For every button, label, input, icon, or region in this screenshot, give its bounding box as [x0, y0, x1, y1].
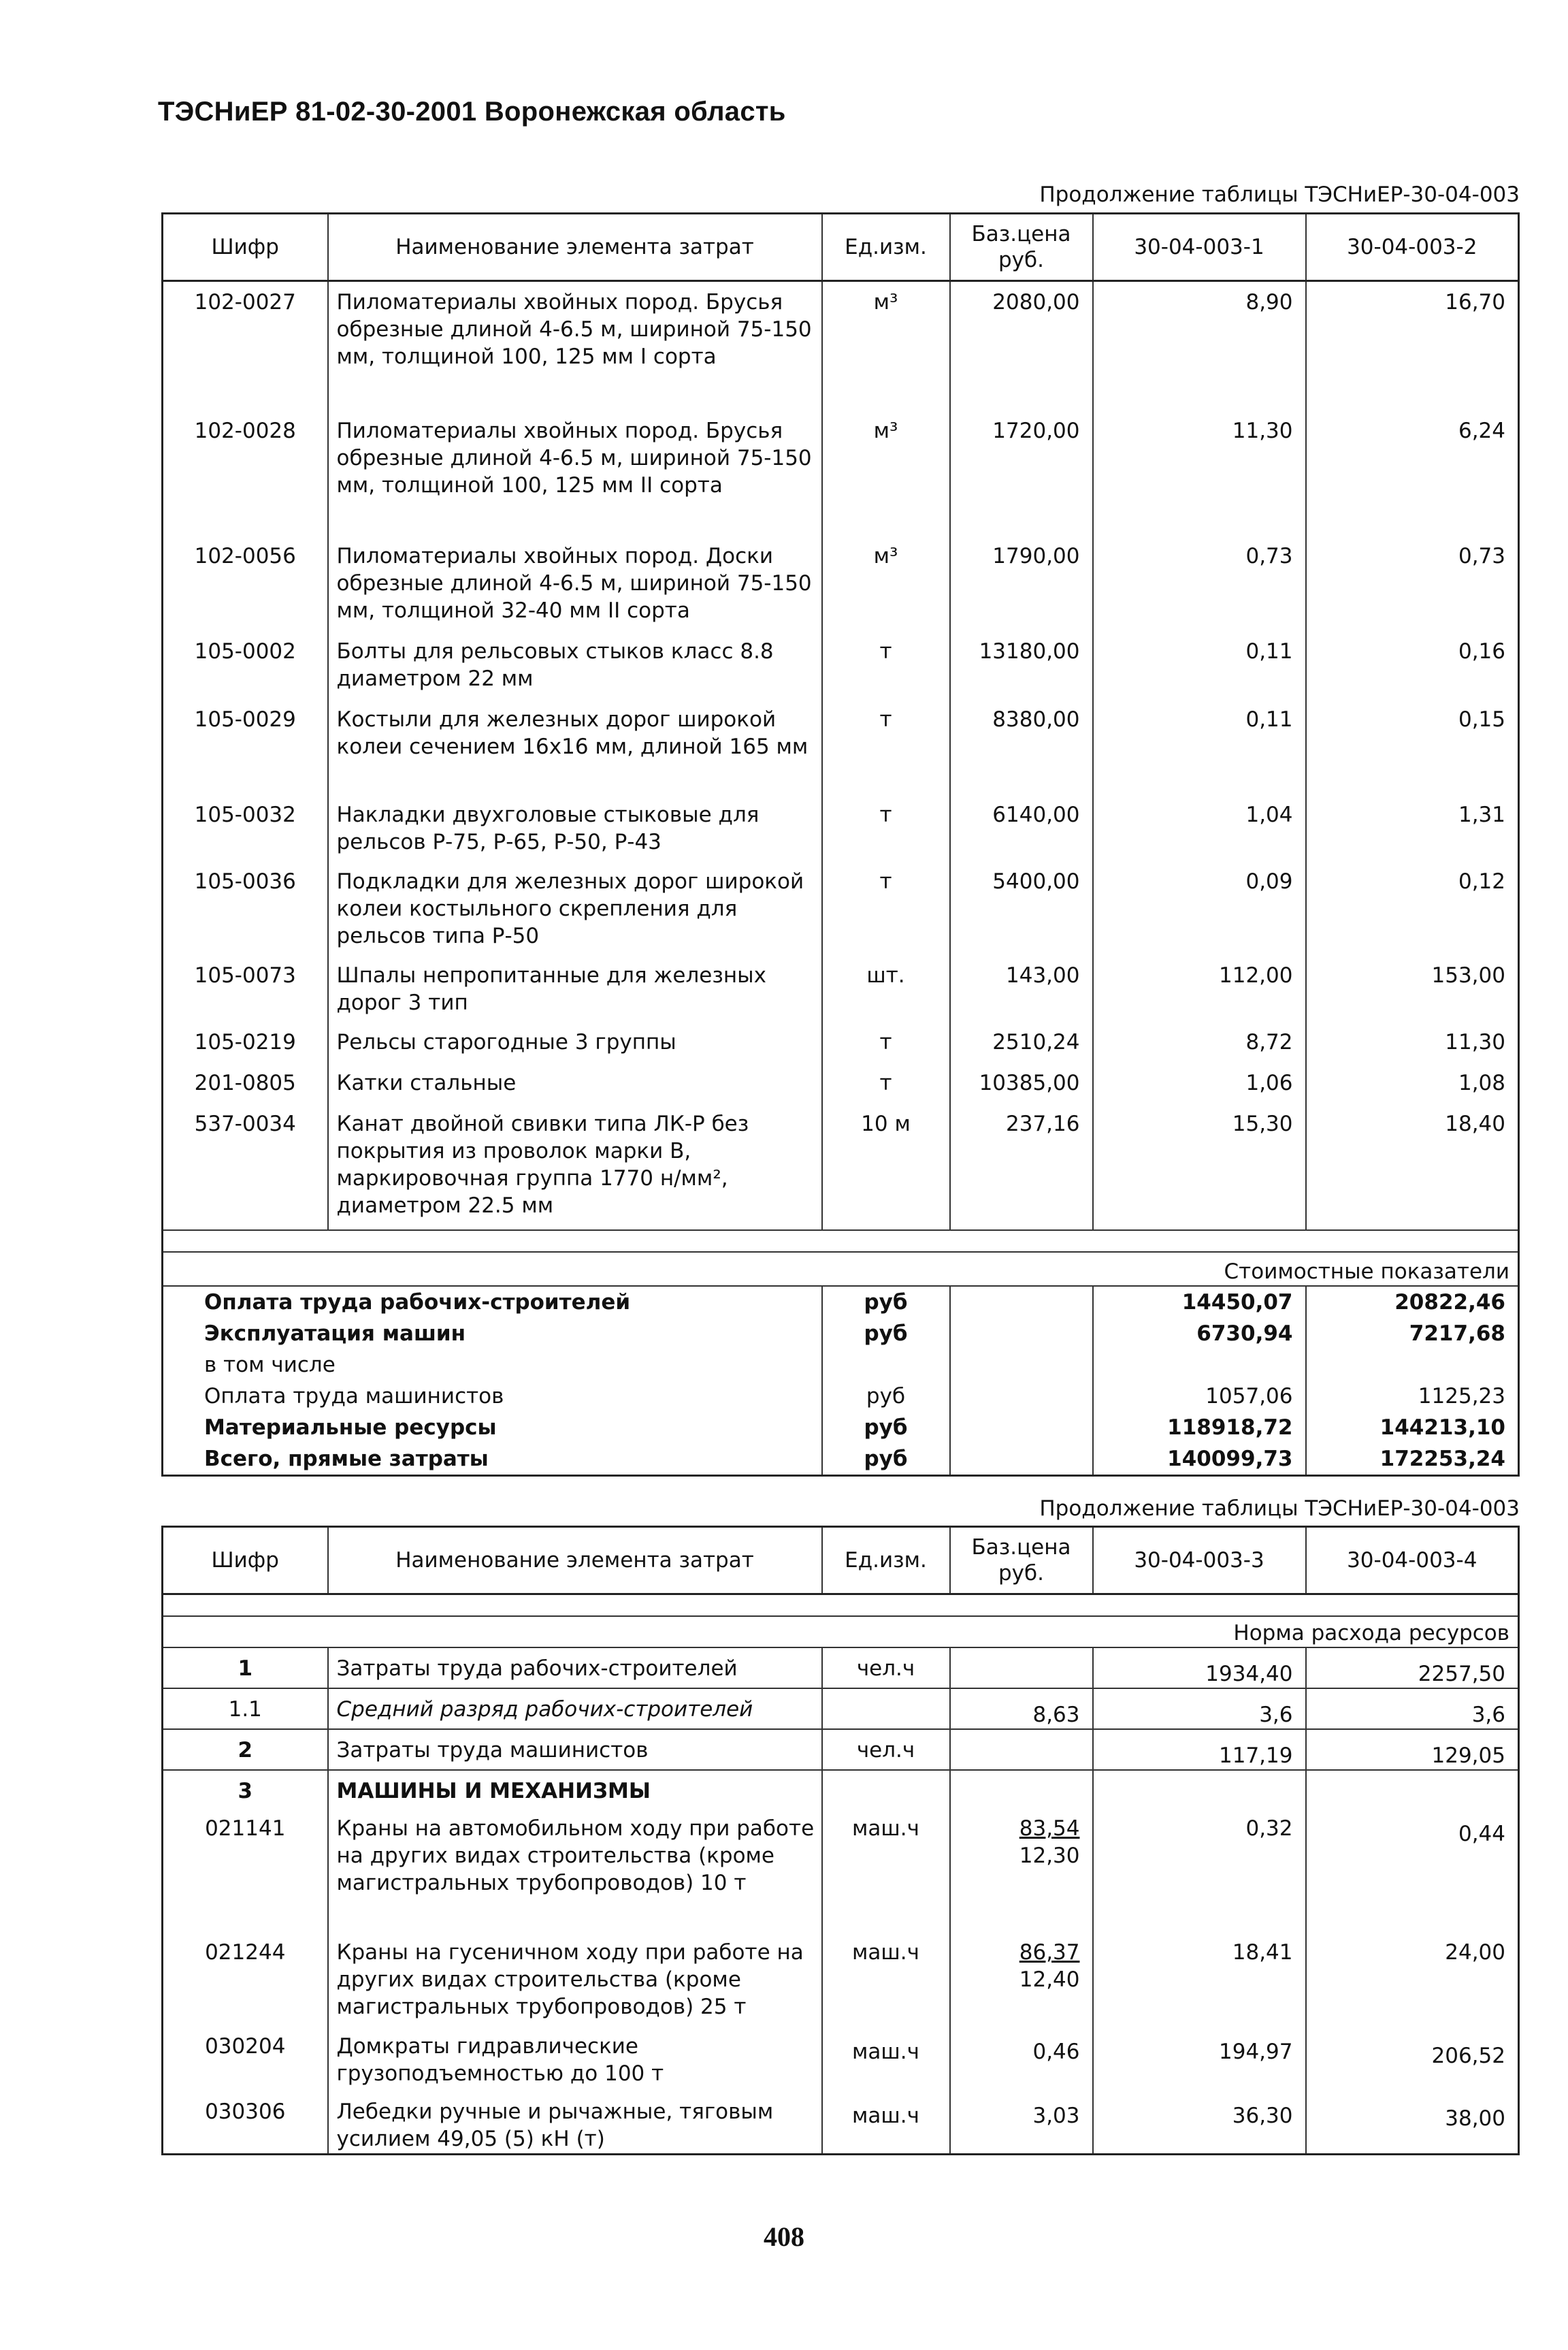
- value-cell: 24,00: [1306, 1932, 1519, 2026]
- table-row: [163, 2091, 1519, 2154]
- summary-unit: [822, 1349, 950, 1381]
- name-cell: Краны на гусеничном ходу при работе на других видах строительства (кроме магистральных трубопроводов) 25 т: [328, 1932, 822, 2026]
- table-body: [163, 1594, 1519, 2155]
- spacer-row: [163, 1594, 1519, 1617]
- empty-cell: [950, 1349, 1093, 1381]
- summary-value: 14450,07: [1093, 1286, 1306, 1318]
- unit-cell: м³: [822, 411, 950, 536]
- name-cell: Пиломатериалы хвойных пород. Брусья обрезные длиной 4-6.5 м, шириной 75-150 мм, толщиной 100, 125 мм II сорта: [328, 411, 822, 536]
- table-row: [163, 1770, 1519, 1808]
- value-cell: 0,11: [1093, 699, 1306, 794]
- code-cell: 021141: [205, 1816, 286, 1841]
- value-cell: 0,15: [1306, 699, 1519, 794]
- unit-cell: т: [822, 1022, 950, 1063]
- price-cell: 1720,00: [950, 411, 1093, 536]
- section-band-label: Стоимостные показатели: [163, 1252, 1519, 1286]
- value-cell: 129,05: [1306, 1729, 1519, 1770]
- value-cell: 153,00: [1306, 955, 1519, 1022]
- summary-value: 20822,46: [1306, 1286, 1519, 1318]
- price-cell: [950, 1808, 1093, 1932]
- summary-unit: руб: [822, 1286, 950, 1318]
- table-row: [163, 1808, 1519, 1932]
- summary-value: 144213,10: [1306, 1412, 1519, 1443]
- table-row: [163, 955, 1519, 1022]
- value-cell: 194,97: [1093, 2026, 1306, 2091]
- value-cell: 1,04: [1093, 794, 1306, 861]
- value-cell: 0,11: [1093, 631, 1306, 699]
- summary-row: [163, 1443, 1519, 1476]
- unit-cell: маш.ч: [822, 2026, 950, 2091]
- summary-row: [163, 1318, 1519, 1349]
- table-header-row: [163, 214, 1519, 281]
- unit-cell: чел.ч: [822, 1647, 950, 1688]
- table-row: [163, 1688, 1519, 1729]
- table-row: [163, 1063, 1519, 1104]
- value-cell: 1,08: [1306, 1063, 1519, 1104]
- name-cell: Катки стальные: [328, 1063, 822, 1104]
- value-cell: 3,6: [1093, 1688, 1306, 1729]
- code-cell: 105-0219: [194, 1029, 296, 1055]
- page-number: 408: [764, 2221, 804, 2252]
- summary-value: 6730,94: [1093, 1318, 1306, 1349]
- value-cell: 0,12: [1306, 861, 1519, 955]
- value-cell: 8,72: [1093, 1022, 1306, 1063]
- price-cell: 8,63: [950, 1688, 1093, 1729]
- column-header: Наименование элемента затрат: [328, 1527, 822, 1594]
- name-cell: Шпалы непропитанные для железных дорог 3 тип: [328, 955, 822, 1022]
- unit-cell: [822, 1688, 950, 1729]
- empty-cell: [950, 1412, 1093, 1443]
- empty-cell: [950, 1318, 1093, 1349]
- value-cell: 0,09: [1093, 861, 1306, 955]
- code-cell: 021244: [205, 1940, 286, 1965]
- price-cell: 10385,00: [950, 1063, 1093, 1104]
- column-header: Ед.изм.: [822, 214, 950, 281]
- name-cell: Рельсы старогодные 3 группы: [328, 1022, 822, 1063]
- code-cell: 105-0036: [194, 869, 296, 894]
- name-cell: Лебедки ручные и рычажные, тяговым усилием 49,05 (5) кН (т): [328, 2091, 822, 2154]
- value-cell: 18,40: [1306, 1104, 1519, 1230]
- value-cell: 8,90: [1093, 281, 1306, 411]
- spacer-row: [163, 1230, 1519, 1252]
- code-cell: 537-0034: [194, 1111, 296, 1136]
- code-cell: 105-0002: [194, 639, 296, 664]
- table-row: [163, 1647, 1519, 1688]
- section-band-label: Норма расхода ресурсов: [163, 1616, 1519, 1647]
- name-cell: Затраты труда рабочих-строителей: [328, 1647, 822, 1688]
- code-cell: 3: [163, 1770, 328, 1808]
- table-continuation-label: Продолжение таблицы ТЭСНиЕР-30-04-003: [1039, 182, 1520, 207]
- section-band-row: [163, 1616, 1519, 1647]
- value-cell: 1,31: [1306, 794, 1519, 861]
- value-cell: 38,00: [1306, 2091, 1519, 2154]
- empty-cell: [950, 1286, 1093, 1318]
- unit-cell: т: [822, 1063, 950, 1104]
- section-band-row: [163, 1252, 1519, 1286]
- value-cell: 36,30: [1093, 2091, 1306, 2154]
- summary-label: Оплата труда рабочих-строителей: [163, 1286, 822, 1318]
- price-cell: 0,46: [950, 2026, 1093, 2091]
- summary-value: 118918,72: [1093, 1412, 1306, 1443]
- value-cell: 11,30: [1093, 411, 1306, 536]
- price-cell: [950, 1647, 1093, 1688]
- name-cell: Домкраты гидравлические грузоподъемностью до 100 т: [328, 2026, 822, 2091]
- summary-value: [1306, 1349, 1519, 1381]
- column-header: Шифр: [211, 235, 279, 259]
- table-row: [163, 794, 1519, 861]
- unit-cell: шт.: [822, 955, 950, 1022]
- value-cell: 206,52: [1306, 2026, 1519, 2091]
- summary-row: [163, 1286, 1519, 1318]
- unit-cell: маш.ч: [822, 2091, 950, 2154]
- summary-row: [163, 1381, 1519, 1412]
- price-cell: [950, 1729, 1093, 1770]
- unit-cell: маш.ч: [822, 1932, 950, 2026]
- price-cell: [950, 1932, 1093, 2026]
- value-cell: 112,00: [1093, 955, 1306, 1022]
- unit-cell: т: [822, 794, 950, 861]
- unit-cell: м³: [822, 536, 950, 631]
- table-row: [163, 1104, 1519, 1230]
- value-cell: 1,06: [1093, 1063, 1306, 1104]
- value-cell: 0,32: [1093, 1808, 1306, 1932]
- summary-unit: руб: [822, 1381, 950, 1412]
- table-row: [163, 631, 1519, 699]
- value-cell: 1934,40: [1093, 1647, 1306, 1688]
- value-cell: 0,73: [1093, 536, 1306, 631]
- table-row: [163, 861, 1519, 955]
- name-cell: Пиломатериалы хвойных пород. Доски обрезные длиной 4-6.5 м, шириной 75-150 мм, толщиной 32-40 мм II сорта: [328, 536, 822, 631]
- column-header: Наименование элемента затрат: [328, 214, 822, 281]
- name-cell: Краны на автомобильном ходу при работе на других видах строительства (кроме магистральных трубопроводов) 10 т: [328, 1808, 822, 1932]
- name-cell: Средний разряд рабочих-строителей: [328, 1688, 822, 1729]
- document-title: ТЭСНиЕР 81-02-30-2001 Воронежская область: [158, 97, 786, 127]
- code-cell: 105-0029: [194, 707, 296, 732]
- table-row: [163, 536, 1519, 631]
- table-continuation-label: Продолжение таблицы ТЭСНиЕР-30-04-003: [1039, 1496, 1520, 1521]
- value-cell: 11,30: [1306, 1022, 1519, 1063]
- summary-label: Материальные ресурсы: [204, 1415, 497, 1440]
- unit-cell: т: [822, 699, 950, 794]
- value-cell: 117,19: [1093, 1729, 1306, 1770]
- table-row: [163, 1022, 1519, 1063]
- code-cell: 030204: [205, 2034, 286, 2059]
- section-heading-cell: МАШИНЫ И МЕХАНИЗМЫ: [328, 1770, 822, 1808]
- price-main: 86,37: [1019, 1940, 1080, 1965]
- summary-unit: руб: [822, 1318, 950, 1349]
- price-cell: 8380,00: [950, 699, 1093, 794]
- value-cell: 2257,50: [1306, 1647, 1519, 1688]
- name-cell: Канат двойной свивки типа ЛК-Р без покрытия из проволок марки В, маркировочная группа 1770 н/мм², диаметром 22.5 мм: [328, 1104, 822, 1230]
- unit-cell: т: [822, 631, 950, 699]
- code-cell: 102-0027: [194, 290, 296, 315]
- summary-value: 172253,24: [1306, 1443, 1519, 1476]
- summary-row: [163, 1349, 1519, 1381]
- name-cell: Болты для рельсовых стыков класс 8.8 диаметром 22 мм: [328, 631, 822, 699]
- value-cell: 18,41: [1093, 1932, 1306, 2026]
- summary-row: [163, 1412, 1519, 1443]
- table-row: [163, 699, 1519, 794]
- unit-cell: м³: [822, 281, 950, 411]
- summary-label: в том числе: [204, 1352, 336, 1377]
- column-header: Баз.цена руб.: [950, 1527, 1093, 1594]
- name-cell: Костыли для железных дорог широкой колеи сечением 16х16 мм, длиной 165 мм: [328, 699, 822, 794]
- unit-cell: 10 м: [822, 1104, 950, 1230]
- summary-value: [1093, 1349, 1306, 1381]
- price-cell: 237,16: [950, 1104, 1093, 1230]
- summary-value: 1057,06: [1093, 1381, 1306, 1412]
- name-cell: Подкладки для железных дорог широкой колеи костыльного скрепления для рельсов типа Р-50: [328, 861, 822, 955]
- price-cell: 3,03: [950, 2091, 1093, 2154]
- name-cell: Пиломатериалы хвойных пород. Брусья обрезные длиной 4-6.5 м, шириной 75-150 мм, толщиной 100, 125 мм I сорта: [328, 281, 822, 411]
- unit-cell: маш.ч: [822, 1808, 950, 1932]
- value-cell: [1306, 1770, 1519, 1808]
- price-labor: 12,40: [1019, 1967, 1080, 1992]
- resource-table-2: [161, 1526, 1520, 2155]
- value-cell: 0,73: [1306, 536, 1519, 631]
- price-cell: 1790,00: [950, 536, 1093, 631]
- value-cell: 16,70: [1306, 281, 1519, 411]
- empty-cell: [950, 1381, 1093, 1412]
- code-cell: 2: [163, 1729, 328, 1770]
- price-labor: 12,30: [1019, 1844, 1080, 1868]
- table-row: [163, 1729, 1519, 1770]
- name-cell: Накладки двухголовые стыковые для рельсов Р-75, Р-65, Р-50, Р-43: [328, 794, 822, 861]
- price-cell: 143,00: [950, 955, 1093, 1022]
- value-cell: 0,44: [1306, 1808, 1519, 1932]
- summary-value: 1125,23: [1306, 1381, 1519, 1412]
- unit-cell: [822, 1770, 950, 1808]
- summary-unit: руб: [822, 1412, 950, 1443]
- value-cell: 0,16: [1306, 631, 1519, 699]
- column-header: 30-04-003-1: [1093, 214, 1306, 281]
- name-cell: Затраты труда машинистов: [328, 1729, 822, 1770]
- summary-label: Всего, прямые затраты: [204, 1446, 489, 1471]
- table-row: [163, 1932, 1519, 2026]
- price-cell: 2080,00: [950, 281, 1093, 411]
- value-cell: [1093, 1770, 1306, 1808]
- summary-label: Эксплуатация машин: [204, 1321, 466, 1346]
- summary-unit: руб: [822, 1443, 950, 1476]
- code-cell: 1.1: [163, 1688, 328, 1729]
- code-cell: 105-0073: [194, 963, 296, 988]
- table-row: [163, 2026, 1519, 2091]
- table-row: [163, 411, 1519, 536]
- unit-cell: т: [822, 861, 950, 955]
- column-header: Ед.изм.: [822, 1527, 950, 1594]
- unit-cell: чел.ч: [822, 1729, 950, 1770]
- column-header: Шифр: [211, 1548, 279, 1573]
- price-cell: [950, 1770, 1093, 1808]
- price-cell: 6140,00: [950, 794, 1093, 861]
- table-header-row: [163, 1527, 1519, 1594]
- table-body: [163, 281, 1519, 1476]
- code-cell: 201-0805: [194, 1070, 296, 1095]
- code-cell: 1: [163, 1647, 328, 1688]
- value-cell: 3,6: [1306, 1688, 1519, 1729]
- price-cell: 13180,00: [950, 631, 1093, 699]
- price-cell: 2510,24: [950, 1022, 1093, 1063]
- code-cell: 030306: [205, 2099, 286, 2124]
- column-header: 30-04-003-2: [1306, 214, 1519, 281]
- column-header: Баз.цена руб.: [950, 214, 1093, 281]
- code-cell: 105-0032: [194, 802, 296, 827]
- column-header: 30-04-003-4: [1306, 1527, 1519, 1594]
- resource-table-1: [161, 212, 1520, 1477]
- summary-value: 140099,73: [1093, 1443, 1306, 1476]
- table-row: [163, 281, 1519, 411]
- price-cell: 5400,00: [950, 861, 1093, 955]
- empty-cell: [950, 1443, 1093, 1476]
- summary-label: Оплата труда машинистов: [204, 1383, 504, 1409]
- price-main: 83,54: [1019, 1816, 1080, 1841]
- code-cell: 102-0028: [194, 418, 296, 443]
- value-cell: 15,30: [1093, 1104, 1306, 1230]
- summary-value: 7217,68: [1306, 1318, 1519, 1349]
- code-cell: 102-0056: [194, 543, 296, 568]
- column-header: 30-04-003-3: [1093, 1527, 1306, 1594]
- value-cell: 6,24: [1306, 411, 1519, 536]
